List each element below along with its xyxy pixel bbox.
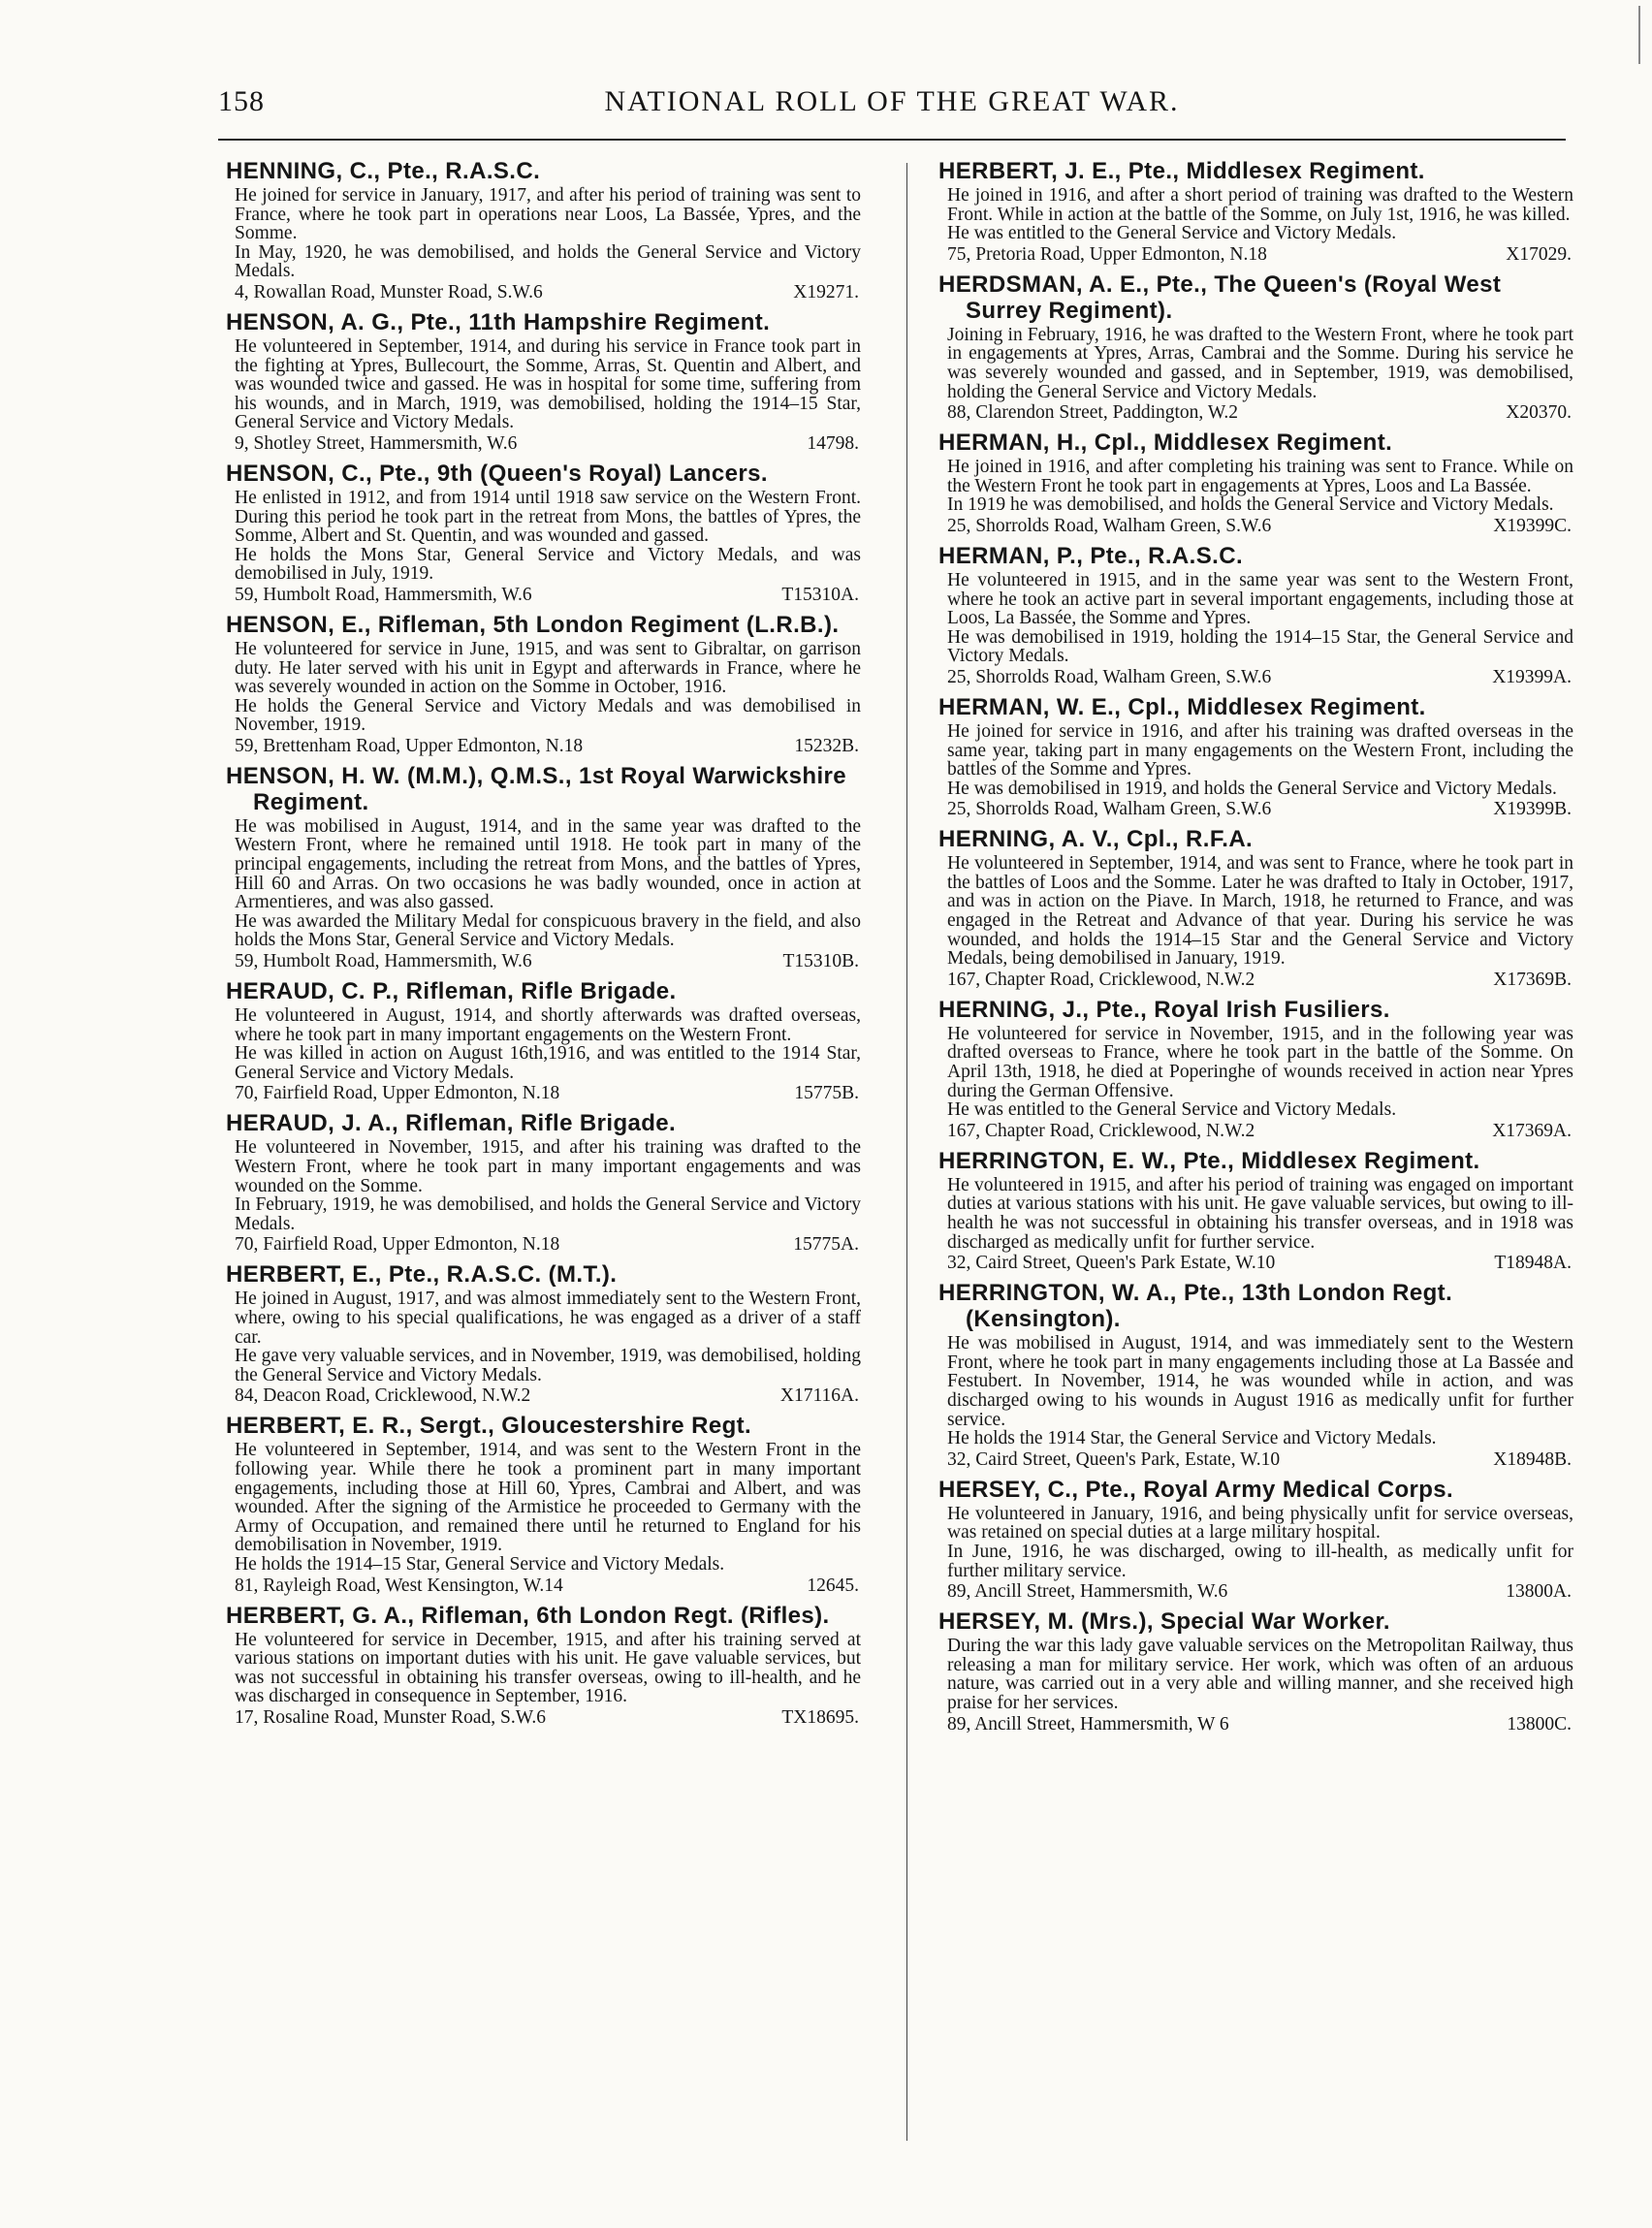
entry-address-line — [226, 951, 861, 971]
roll-entry — [938, 271, 1573, 423]
entry-paragraph: He was demobilised in 1919, holding the 1914–15 Star, the General Service and Victory Medals. — [947, 626, 1573, 667]
entry-body — [938, 854, 1573, 969]
entry-address: 59, Brettenham Road, Upper Edmonton, N.18 — [235, 735, 584, 756]
entry-body — [938, 326, 1573, 401]
entry-reference-number: 15232B. — [794, 735, 859, 756]
entry-address: 88, Clarendon Street, Paddington, W.2 — [947, 402, 1239, 424]
entry-reference-number: X17116A. — [779, 1385, 859, 1407]
roll-entry — [938, 1477, 1573, 1602]
entry-body — [226, 1138, 861, 1233]
entry-heading: HERRINGTON, E. W., Pte., Middlesex Regiment. — [938, 1147, 1480, 1174]
entry-paragraph: He was awarded the Military Medal for conspicuous bravery in the field, and also holds the Mons Star, General Service and Victory Medals. — [235, 910, 861, 951]
entry-paragraph: He volunteered in September, 1914, and during his service in France took part in the fighting at Ypres, Bullecourt, the Somme, Arras, St. Quentin and Albert, and was wounded twice and gassed. He was in hospital for some time, suffering from his wounds, and in March, 1919, was demobilised, holding the 1914–15 Star, General Service and Victory Medals. — [235, 335, 861, 433]
entry-paragraph: In February, 1919, he was demobilised, and holds the General Service and Victory Medals. — [235, 1194, 861, 1234]
entry-paragraph: He volunteered in 1915, and in the same year was sent to the Western Front, where he took an active part in several important engagements, including those at Loos, La Bassée, the Somme and Ypres. — [947, 569, 1573, 629]
entry-paragraph: He was demobilised in 1919, and holds the General Service and Victory Medals. — [947, 778, 1557, 799]
roll-entry — [226, 1110, 861, 1255]
roll-entry — [938, 826, 1573, 990]
roll-entry — [938, 158, 1573, 265]
entry-paragraph: He volunteered for service in December, 1915, and after his training served at various stations on important duties with his unit. He gave valuable services, but was not successful in obtaining his transfer overseas, owing to ill-health, and he was discharged in consequence in September, 1916. — [235, 1629, 861, 1707]
entry-address-line — [226, 585, 861, 605]
entry-paragraph: He was entitled to the General Service and Victory Medals. — [947, 223, 1397, 244]
entry-paragraph: He volunteered for service in November, 1915, and in the following year was drafted overseas to France, where he took part in the battle of the Somme. On April 13th, 1918, he died at Poperinghe of wounds received in action near Ypres during the German Offensive. — [947, 1023, 1573, 1101]
column-divider — [906, 163, 907, 2141]
entry-address: 17, Rosaline Road, Munster Road, S.W.6 — [235, 1706, 547, 1728]
entry-paragraph: He volunteered in August, 1914, and shortly afterwards was drafted overseas, where he took part in many important engagements on the Western Front. — [235, 1005, 861, 1045]
roll-entry — [226, 1603, 861, 1728]
right-column — [938, 158, 1573, 1741]
entry-address-line — [226, 282, 861, 302]
roll-entry — [938, 1148, 1573, 1273]
entry-paragraph: He joined for service in 1916, and after his training was drafted overseas in the same year, taking part in many engagements on the Western Front, including the battles of the Somme and Ypres. — [947, 720, 1573, 780]
entry-paragraph: He holds the General Service and Victory Medals and was demobilised in November, 1919. — [235, 695, 861, 736]
entry-address: 32, Caird Street, Queen's Park Estate, W.10 — [947, 1253, 1276, 1274]
entry-address-line — [938, 1449, 1573, 1470]
entry-paragraph: In June, 1916, he was discharged, owing to ill-health, as medically unfit for further military service. — [947, 1541, 1573, 1581]
entry-body — [938, 1025, 1573, 1120]
entry-reference-number: X19399B. — [1493, 799, 1572, 820]
entry-paragraph: He volunteered in 1915, and after his period of training was engaged on important duties at various stations with his unit. He gave valuable services, but owing to ill-health he was not successful in obtaining his transfer overseas, and in 1918 was discharged as medically unfit for further service. — [947, 1174, 1573, 1253]
entry-reference-number: 12645. — [807, 1575, 859, 1596]
entry-address-line — [226, 736, 861, 756]
entry-paragraph: He volunteered in September, 1914, and was sent to the Western Front in the following year. While there he took a prominent part in many important engagements, including those at Hill 60, Ypres, Cambrai and Albert, and was wounded. After the signing of the Armistice he proceeded to Germany with the Army of Occupation, and remained there until he returned to England for his demobilisation in November, 1919. — [235, 1440, 861, 1556]
roll-entry — [226, 461, 861, 605]
entry-paragraph: He was mobilised in August, 1914, and was immediately sent to the Western Front, where he took part in many engagements including those at La Bassée and Festubert. In November, 1914, he was wounded while in action, and was discharged owing to his wounds in August 1916 as medically unfit for further service. — [947, 1333, 1573, 1430]
entry-paragraph: Joining in February, 1916, he was drafted to the Western Front, where he took part in engagements at Ypres, Arras, Cambrai and the Somme. During his service he was severely wounded and gassed, and in September, 1919, was demobilised, holding the General Service and Victory Medals. — [947, 324, 1573, 402]
entry-paragraph: He holds the 1914 Star, the General Service and Victory Medals. — [947, 1428, 1437, 1449]
entry-address: 59, Humbolt Road, Hammersmith, W.6 — [235, 584, 532, 605]
roll-entry — [226, 763, 861, 971]
entry-heading: HERMAN, P., Pte., R.A.S.C. — [938, 542, 1244, 569]
entry-heading: HERRINGTON, W. A., Pte., 13th London Regt. (Kensington). — [938, 1280, 1453, 1333]
entry-reference-number: X18948B. — [1493, 1448, 1572, 1470]
entry-address: 59, Humbolt Road, Hammersmith, W.6 — [235, 951, 532, 972]
entry-address-line — [938, 1121, 1573, 1141]
entry-body — [226, 817, 861, 950]
left-column — [226, 158, 861, 1735]
entry-reference-number: X17029. — [1506, 243, 1572, 265]
entry-body — [226, 186, 861, 281]
entry-paragraph: He enlisted in 1912, and from 1914 until 1918 saw service on the Western Front. During this period he took part in the retreat from Mons, the battles of Ypres, the Somme, Albert and St. Quentin, and was wounded and gassed. — [235, 487, 861, 547]
entry-address-line — [938, 799, 1573, 819]
entry-body — [938, 1176, 1573, 1252]
entry-paragraph: He joined in August, 1917, and was almost immediately sent to the Western Front, where, owing to his special qualifications, he was engaged as a driver of a staff car. — [235, 1289, 861, 1348]
entry-body — [226, 337, 861, 432]
entry-reference-number: 15775A. — [793, 1234, 859, 1256]
entry-body — [226, 1631, 861, 1706]
entry-paragraph: He was killed in action on August 16th,1916, and was entitled to the 1914 Star, General Service and Victory Medals. — [235, 1043, 861, 1083]
entry-body — [938, 571, 1573, 666]
entry-paragraph: He gave very valuable services, and in November, 1919, was demobilised, holding the General Service and Victory Medals. — [235, 1346, 861, 1385]
entry-heading: HERMAN, W. E., Cpl., Middlesex Regiment. — [938, 693, 1426, 720]
entry-paragraph: He was entitled to the General Service and Victory Medals. — [947, 1099, 1397, 1121]
entry-address: 81, Rayleigh Road, West Kensington, W.14 — [235, 1575, 563, 1596]
entry-address: 25, Shorrolds Road, Walham Green, S.W.6 — [947, 666, 1272, 687]
entry-reference-number: X19399A. — [1492, 666, 1572, 687]
entry-reference-number: 13800C. — [1507, 1713, 1572, 1735]
running-title: NATIONAL ROLL OF THE GREAT WAR. — [604, 85, 1180, 117]
entry-reference-number: 15775B. — [794, 1083, 859, 1104]
entry-address-line — [938, 244, 1573, 265]
entry-heading: HENSON, H. W. (M.M.), Q.M.S., 1st Royal Warwickshire Regiment. — [226, 762, 847, 815]
entry-address-line — [226, 1385, 861, 1406]
entry-address: 167, Chapter Road, Cricklewood, N.W.2 — [947, 969, 1255, 990]
entry-address-line — [938, 970, 1573, 990]
entry-paragraph: During the war this lady gave valuable services on the Metropolitan Railway, thus releasing a man for military service. Her work, which was often of an arduous nature, was carried out in a very able and willing manner, and she received high praise for her services. — [947, 1636, 1573, 1713]
entry-paragraph: He holds the 1914–15 Star, General Service and Victory Medals. — [235, 1553, 725, 1575]
entry-address-line — [938, 1581, 1573, 1602]
entry-heading: HERSEY, C., Pte., Royal Army Medical Corps. — [938, 1476, 1454, 1503]
entry-address-line — [938, 667, 1573, 687]
entry-paragraph: He volunteered for service in June, 1915, and was sent to Gibraltar, on garrison duty. He later served with his unit in Egypt and afterwards in France, where he was severely wounded in action on the Somme in October, 1916. — [235, 638, 861, 698]
roll-entry — [938, 430, 1573, 536]
entry-paragraph: He volunteered in November, 1915, and after his training was drafted to the Western Front, where he took part in many important engagements and was wounded on the Somme. — [235, 1137, 861, 1196]
entry-paragraph: He holds the Mons Star, General Service and Victory Medals, and was demobilised in July, 1919. — [235, 544, 861, 585]
entry-heading: HENSON, C., Pte., 9th (Queen's Royal) Lancers. — [226, 460, 768, 487]
entry-heading: HERBERT, E., Pte., R.A.S.C. (M.T.). — [226, 1261, 618, 1289]
roll-entry — [226, 1413, 861, 1595]
entry-reference-number: X19399C. — [1493, 515, 1572, 536]
entry-reference-number: T18948A. — [1494, 1253, 1572, 1274]
entry-address-line — [226, 1576, 861, 1596]
entry-heading: HERAUD, C. P., Rifleman, Rifle Brigade. — [226, 978, 677, 1005]
entry-reference-number: 14798. — [807, 432, 859, 454]
entry-reference-number: X17369A. — [1492, 1120, 1572, 1141]
entry-address-line — [938, 1253, 1573, 1273]
roll-entry — [938, 694, 1573, 819]
entry-reference-number: X19271. — [793, 281, 859, 302]
entry-address-line — [938, 1714, 1573, 1735]
entry-paragraph: He volunteered in January, 1916, and being physically unfit for service overseas, was retained on special duties at a large military hospital. — [947, 1503, 1573, 1544]
entry-heading: HERBERT, E. R., Sergt., Gloucestershire Regt. — [226, 1413, 752, 1440]
entry-heading: HERNING, J., Pte., Royal Irish Fusiliers. — [938, 996, 1390, 1023]
entry-reference-number: X20370. — [1506, 402, 1572, 424]
page-header — [218, 85, 1566, 124]
entry-body — [226, 489, 861, 584]
entry-paragraph: In May, 1920, he was demobilised, and holds the General Service and Victory Medals. — [235, 241, 861, 282]
entry-body — [226, 640, 861, 735]
roll-entry — [226, 309, 861, 454]
roll-entry — [226, 978, 861, 1103]
entry-paragraph: He joined in 1916, and after a short period of training was drafted to the Western Front. While in action at the battle of the Somme, on July 1st, 1916, he was killed. — [947, 185, 1573, 225]
entry-body — [938, 722, 1573, 798]
entry-address: 75, Pretoria Road, Upper Edmonton, N.18 — [947, 243, 1267, 265]
roll-entry — [938, 1608, 1573, 1734]
entry-address-line — [226, 433, 861, 454]
entry-body — [938, 1637, 1573, 1712]
entry-reference-number: T15310B. — [782, 951, 859, 972]
entry-heading: HENSON, E., Rifleman, 5th London Regiment (L.R.B.). — [226, 611, 840, 638]
entry-body — [226, 1441, 861, 1574]
header-rule — [218, 139, 1566, 141]
entry-body — [938, 1334, 1573, 1448]
entry-heading: HERMAN, H., Cpl., Middlesex Regiment. — [938, 430, 1393, 457]
entry-address-line — [226, 1083, 861, 1103]
entry-address-line — [226, 1234, 861, 1255]
entry-address-line — [226, 1707, 861, 1728]
entry-body — [938, 186, 1573, 243]
entry-body — [938, 458, 1573, 515]
entry-reference-number: 13800A. — [1506, 1581, 1572, 1603]
entry-heading: HENNING, C., Pte., R.A.S.C. — [226, 158, 541, 184]
page-number: 158 — [218, 85, 265, 117]
entry-address: 89, Ancill Street, Hammersmith, W.6 — [947, 1581, 1228, 1603]
entry-paragraph: He joined in 1916, and after completing his training was sent to France. While on the Western Front he took part in engagements at Ypres, Loos and La Bassée. — [947, 457, 1573, 496]
entry-heading: HERNING, A. V., Cpl., R.F.A. — [938, 826, 1254, 853]
entry-address-line — [938, 402, 1573, 423]
entry-address: 32, Caird Street, Queen's Park, Estate, W.10 — [947, 1448, 1281, 1470]
entry-paragraph: He joined for service in January, 1917, and after his period of training was sent to France, where he took part in operations near Loos, La Bassée, Ypres, and the Somme. — [235, 185, 861, 244]
entry-heading: HERDSMAN, A. E., Pte., The Queen's (Royal West Surrey Regiment). — [938, 271, 1502, 324]
entry-heading: HERBERT, G. A., Rifleman, 6th London Regt. (Rifles). — [226, 1602, 830, 1629]
entry-address: 84, Deacon Road, Cricklewood, N.W.2 — [235, 1385, 531, 1407]
roll-entry — [938, 543, 1573, 687]
entry-body — [226, 1289, 861, 1385]
entry-address: 25, Shorrolds Road, Walham Green, S.W.6 — [947, 515, 1272, 536]
roll-entry — [226, 1261, 861, 1406]
roll-entry — [226, 612, 861, 756]
roll-entry — [226, 158, 861, 302]
entry-address: 167, Chapter Road, Cricklewood, N.W.2 — [947, 1120, 1255, 1141]
entry-paragraph: He was mobilised in August, 1914, and in the same year was drafted to the Western Front, where he remained until 1918. He took part in many of the principal engagements, including the retreat from Mons, and the battles of Ypres, Hill 60 and Arras. On two occasions he was badly wounded, once in action at Armentieres, and was also gassed. — [235, 815, 861, 913]
entry-address: 9, Shotley Street, Hammersmith, W.6 — [235, 432, 518, 454]
entry-heading: HENSON, A. G., Pte., 11th Hampshire Regiment. — [226, 308, 771, 335]
entry-heading: HERSEY, M. (Mrs.), Special War Worker. — [938, 1608, 1390, 1636]
entry-paragraph: He volunteered in September, 1914, and was sent to France, where he took part in the battles of Loos and the Somme. Later he was drafted to Italy in October, 1917, and was in action on the Piave. In March, 1918, he returned to France, and was engaged in the Retreat and Advance of that year. During his service he was wounded, and holds the 1914–15 Star and the General Service and Victory Medals, being demobilised in January, 1919. — [947, 853, 1573, 970]
roll-entry — [938, 997, 1573, 1141]
scan-edge-mark — [1638, 6, 1640, 64]
entry-address-line — [938, 516, 1573, 536]
entry-address: 70, Fairfield Road, Upper Edmonton, N.18 — [235, 1234, 560, 1256]
entry-address: 25, Shorrolds Road, Walham Green, S.W.6 — [947, 799, 1272, 820]
entry-address: 4, Rowallan Road, Munster Road, S.W.6 — [235, 281, 543, 302]
roll-entry — [938, 1280, 1573, 1470]
entry-reference-number: X17369B. — [1493, 969, 1572, 990]
entry-body — [226, 1006, 861, 1082]
entry-body — [938, 1505, 1573, 1580]
entry-heading: HERBERT, J. E., Pte., Middlesex Regiment. — [938, 158, 1425, 184]
entry-reference-number: TX18695. — [781, 1706, 859, 1728]
entry-paragraph: In 1919 he was demobilised, and holds the General Service and Victory Medals. — [947, 494, 1554, 516]
entry-heading: HERAUD, J. A., Rifleman, Rifle Brigade. — [226, 1110, 677, 1137]
entry-address: 70, Fairfield Road, Upper Edmonton, N.18 — [235, 1083, 560, 1104]
entry-reference-number: T15310A. — [781, 584, 859, 605]
entry-address: 89, Ancill Street, Hammersmith, W 6 — [947, 1713, 1229, 1735]
